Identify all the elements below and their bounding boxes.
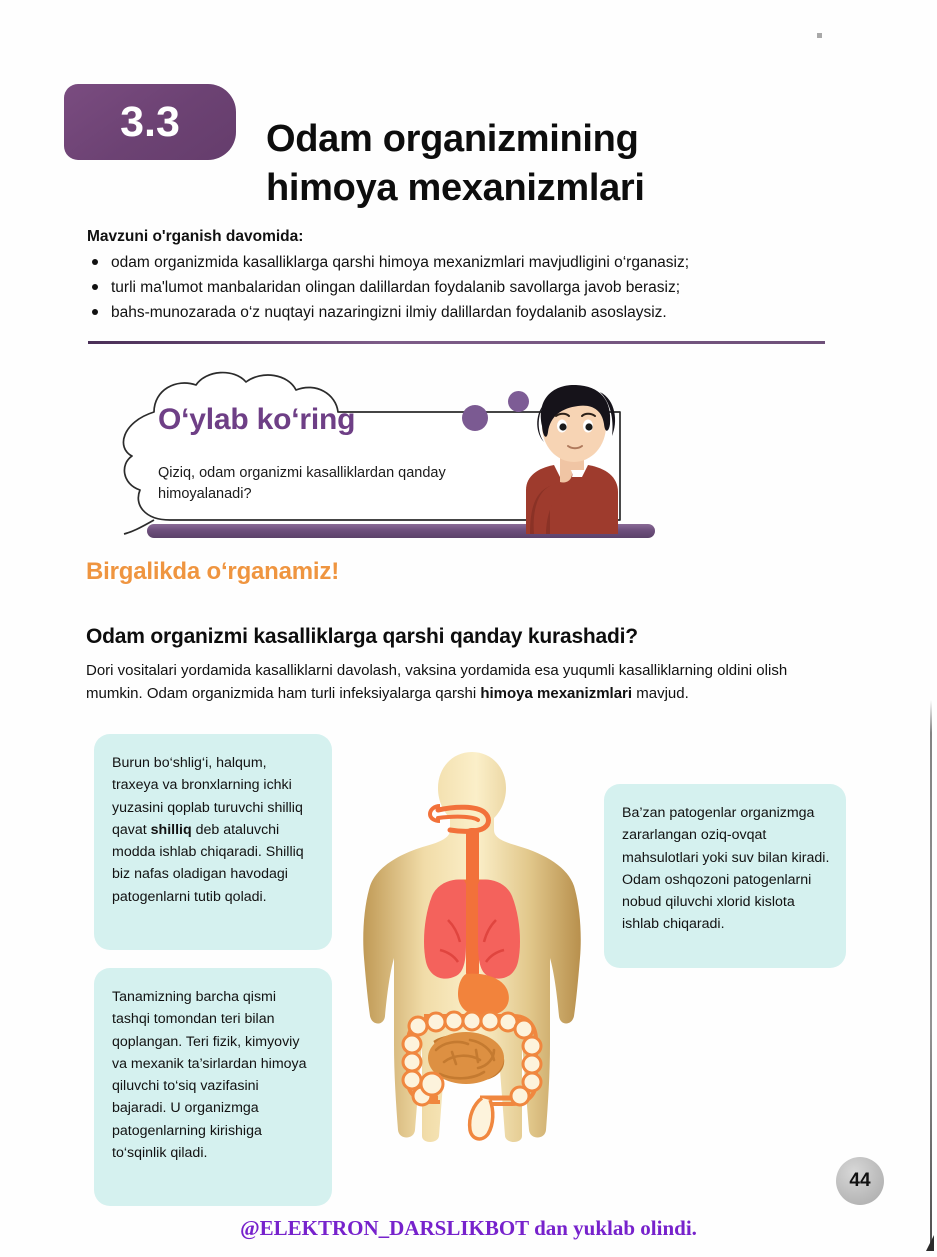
footer-watermark: @ELEKTRON_DARSLIKBOT dan yuklab olindi. xyxy=(240,1216,697,1240)
horizontal-divider xyxy=(88,341,825,344)
section-number-label: 3.3 xyxy=(120,97,180,146)
info-box-mucus xyxy=(94,734,332,950)
info-box-stomach: Ba’zan patogenlar organizmga zararlangan oziq-ovqat mahsulotlari yoki suv bilan kiradi. Odam oshqozoni patogenlarni nobud qiluvchi xlorid kislota ishlab chiqaradi. xyxy=(604,784,846,968)
human-body-organs-illustration xyxy=(352,744,592,1154)
section-number-badge xyxy=(64,84,236,160)
objectives-heading: Mavzuni o'rganish davomida: xyxy=(87,228,304,245)
page-scan-edge xyxy=(930,700,932,1245)
think-bubble-question: Qiziq, odam organizmi kasalliklardan qanday himoyalanadi? xyxy=(158,465,446,503)
objective-item: bahs-munozarada o‘z nuqtayi nazaringizni ilmiy dalillardan foydalanib asoslaysiz. xyxy=(87,300,827,325)
scan-speck-artifact xyxy=(817,33,822,38)
think-bubble-title: O‘ylab ko‘ring xyxy=(158,403,356,436)
intro-paragraph xyxy=(86,660,831,706)
thinking-boy-illustration xyxy=(492,374,644,534)
page-number-label: 44 xyxy=(849,1170,871,1191)
sub-heading: Odam organizmi kasalliklarga qarshi qanday kurashadi? xyxy=(86,625,638,649)
mucus-text-part2: deb ataluvchi modda ishlab chiqaradi. Shilliq biz nafas oladigan havodagi patogenlarni tutib qoladi. xyxy=(112,821,304,905)
page-number-badge xyxy=(836,1157,884,1205)
objective-item: odam organizmida kasalliklarga qarshi himoya mexanizmlari mavjudligini o‘rganasiz; xyxy=(87,250,827,275)
intro-text-after: mavjud. xyxy=(632,684,689,702)
mucus-text-bold: shilliq xyxy=(150,821,192,838)
mucus-text-part1: Burun bo‘shlig‘i, halqum, traxeya va bronxlarning ichki yuzasini qoplab turuvchi shilliq qavat xyxy=(112,755,303,838)
intro-text-bold: himoya mexanizmlari xyxy=(480,684,633,702)
together-learn-banner: Birgalikda o‘rganamiz! xyxy=(86,558,339,585)
thought-dot-large xyxy=(462,405,488,431)
intro-text-before: Dori vositalari yordamida kasalliklarni davolash, vaksina yordamida esa yuqumli kasalliklarning oldini olish mumkin. Odam organizmida ham turli infeksiyalarga qarshi xyxy=(86,662,788,702)
objective-item: turli ma'lumot manbalaridan olingan dalillardan foydalanib savollarga javob berasiz; xyxy=(87,275,827,300)
page-title-line-1: Odam organizmining xyxy=(266,118,639,161)
page-title-line-2: himoya mexanizmlari xyxy=(266,167,645,210)
page-title xyxy=(266,115,886,212)
objectives-list xyxy=(87,250,827,325)
info-box-skin: Tanamizning barcha qismi tashqi tomondan teri bilan qoplangan. Teri fizik, kimyoviy va mexanik ta’sirlardan himoya qiluvchi to‘siq vazifasini bajaradi. U organizmga patogenlarning kirishiga to‘sqinlik qiladi. xyxy=(94,968,332,1206)
